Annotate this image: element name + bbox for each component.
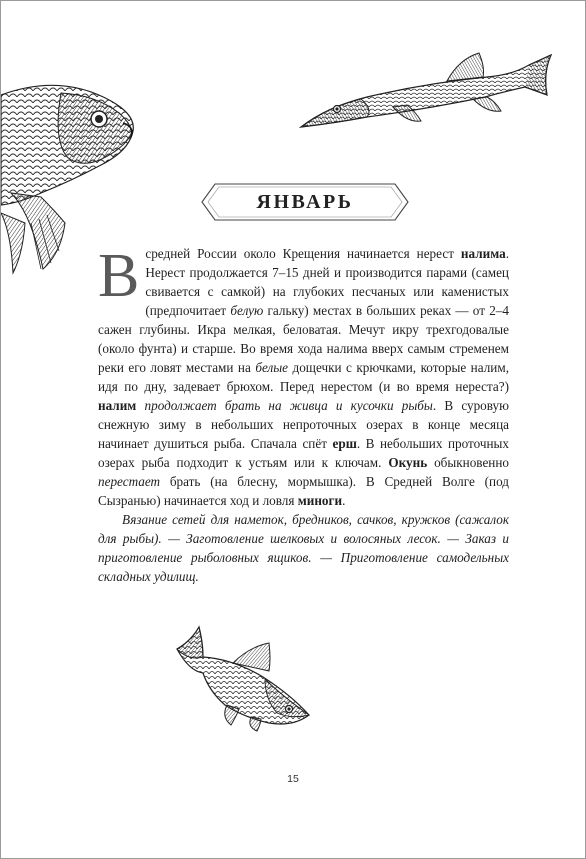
ruffe-fish-illustration <box>173 619 317 733</box>
italic-term: перестает <box>98 474 161 489</box>
italic-term: белые <box>255 360 289 375</box>
pike-fish-engraving-icon <box>297 47 553 131</box>
body-text <box>98 244 509 586</box>
text-run: средней России около Крещения начинается нерест <box>145 246 461 261</box>
text-run: . В небольших проточных озерах рыба подходит к устьям или к ключам. <box>98 436 509 470</box>
text-run: обыкновенно <box>427 455 510 470</box>
bold-term: миноги <box>297 493 343 508</box>
drop-cap: В <box>98 242 140 310</box>
text-run: брать (на блесну, мормышка). В Средней Волге (под Сызранью) начинается ход и ловля <box>98 474 509 508</box>
text-run: . Нерест продолжается 7–15 дней и производится парами (самец свивается с самкой) на глубоких песчаных или каменистых (предпочитает <box>145 246 509 318</box>
ruffe-fish-engraving-icon <box>173 619 317 733</box>
text-run <box>136 398 144 413</box>
paragraph-tasks: Вязание сетей для наметок, бредников, сачков, кружков (сажалок для рыбы). — Заготовление шелковых и волосяных лесок. — Заказ и приготовление рыболовных ящиков. — Приготовление самодельных складных удилищ. <box>98 512 509 584</box>
text-run: . <box>342 493 346 508</box>
pike-fish-illustration <box>297 47 553 131</box>
bold-term: ерш <box>332 436 357 451</box>
italic-term: белую <box>230 303 264 318</box>
bold-term: налим <box>98 398 137 413</box>
paragraph-main <box>98 244 509 510</box>
text-run: гальку) местах в больших реках — от 2–4 сажен глубины. Икра мелкая, беловатая. Мечут икру трехгодовалые (около фунта) и старше. Во время хода налима вверх самым стременем реки его ловят местами на <box>98 303 509 375</box>
page-number: 15 <box>287 773 299 785</box>
text-run: дощечки с крючками, которые налим, идя по дну, задевает брюхом. Перед нерестом (и во время нереста?) <box>98 360 509 394</box>
text-run: . В суровую снежную зиму в небольших непроточных озерах в конце месяца начинает душиться рыба. Спачала спёт <box>98 398 509 451</box>
bold-term: налима <box>460 246 506 261</box>
italic-phrase: продолжает брать на живца и кусочки рыбы <box>144 398 433 413</box>
chapter-title: ЯНВАРЬ <box>256 191 354 213</box>
chapter-title-banner <box>201 183 409 221</box>
bold-term: Окунь <box>388 455 428 470</box>
